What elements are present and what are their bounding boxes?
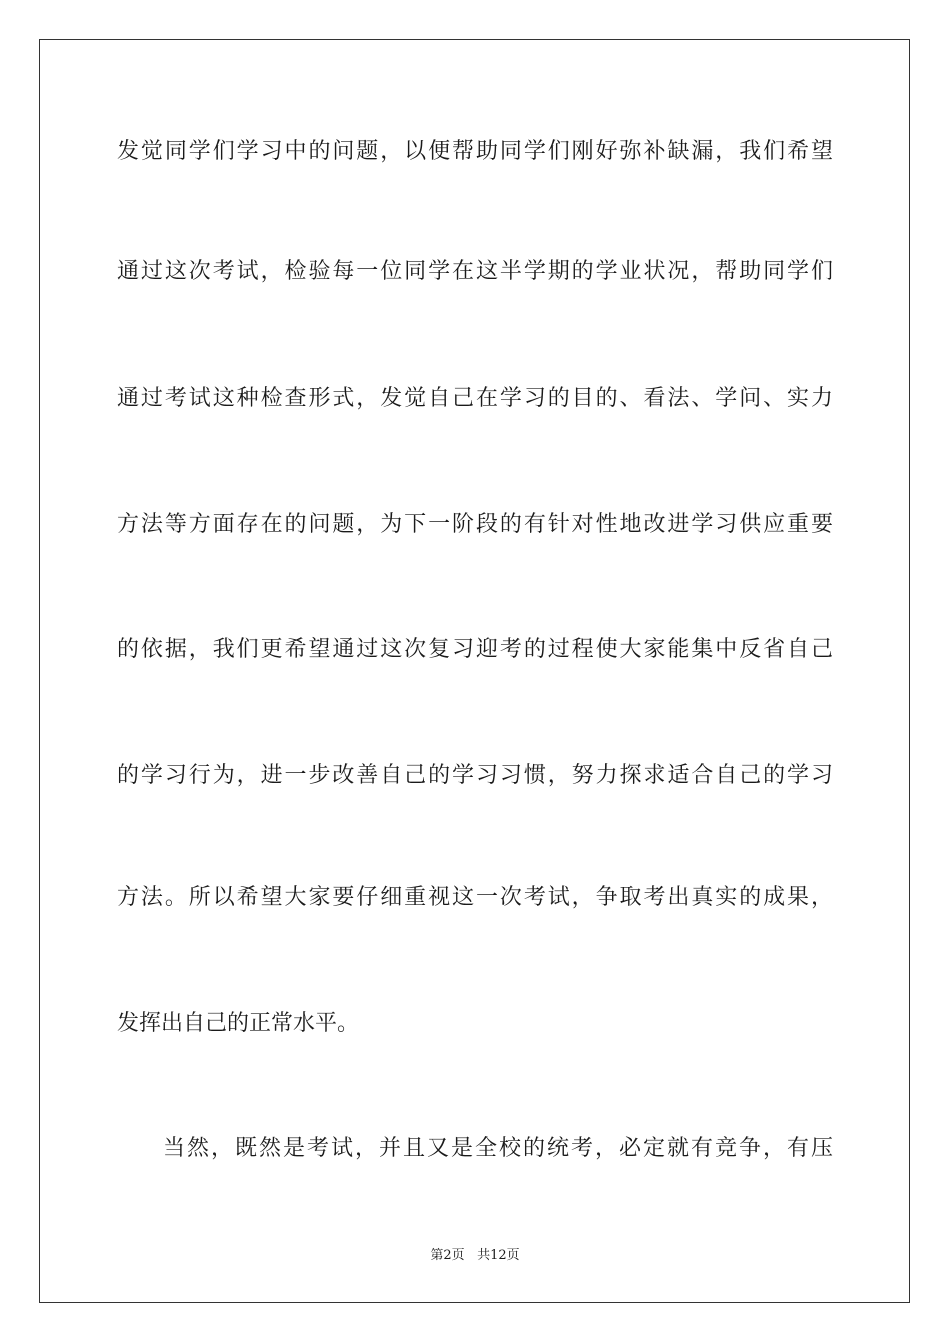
body-line-3: 通过考试这种检查形式，发觉自己在学习的目的、看法、学问、实力 bbox=[117, 386, 833, 411]
body-line-2: 通过这次考试，检验每一位同学在这半学期的学业状况，帮助同学们 bbox=[117, 259, 833, 284]
body-line-6: 的学习行为，进一步改善自己的学习习惯，努力探求适合自己的学习 bbox=[117, 763, 833, 788]
body-line-4: 方法等方面存在的问题，为下一阶段的有针对性地改进学习供应重要 bbox=[117, 512, 833, 537]
body-line-5: 的依据，我们更希望通过这次复习迎考的过程使大家能集中反省自己 bbox=[117, 637, 833, 662]
body-line-1: 发觉同学们学习中的问题，以便帮助同学们刚好弥补缺漏，我们希望 bbox=[117, 139, 833, 164]
body-line-8: 发挥出自己的正常水平。 bbox=[117, 1011, 360, 1036]
page-number: 第2页 bbox=[430, 1248, 465, 1263]
body-line-7: 方法。所以希望大家要仔细重视这一次考试，争取考出真实的成果， bbox=[117, 885, 833, 910]
body-line-9: 当然，既然是考试，并且又是全校的统考，必定就有竞争，有压 bbox=[163, 1136, 833, 1161]
page-border bbox=[39, 39, 910, 1303]
page-footer bbox=[0, 1248, 950, 1264]
page-total: 共12页 bbox=[477, 1248, 520, 1263]
